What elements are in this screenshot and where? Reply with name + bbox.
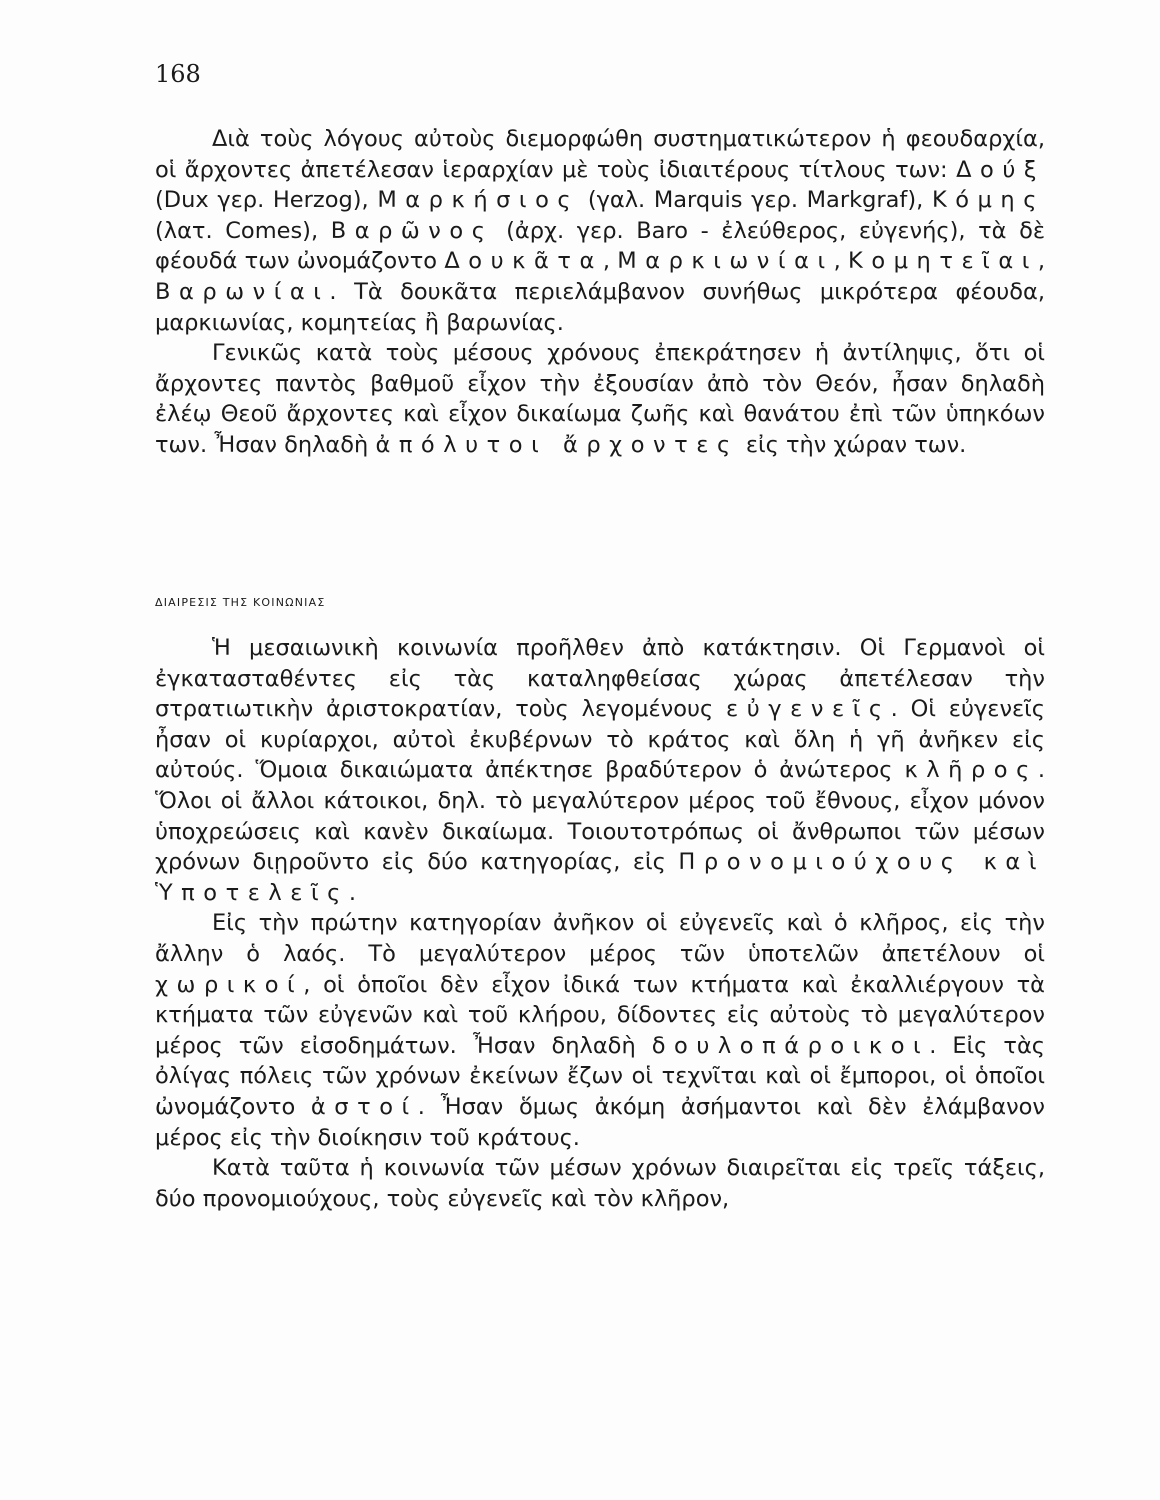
emphasized-term: ἀστοί [310,1093,418,1120]
text-segment: . [348,879,357,906]
emphasized-term: Κόμης [931,187,1045,214]
page-number: 168 [155,60,201,88]
paragraph [155,633,1045,908]
text-block-bottom [155,633,1045,1214]
paragraph [155,124,1045,338]
text-segment: . Ὅλοι οἱ ἄλλοι κάτοικοι, δηλ. τὸ μεγαλύτερον μέρος τοῦ ἔθνους, εἶχον μόνον ὑποχρεώσεις καὶ κανὲν δικαίωμα. Τοιουτοτρόπως οἱ ἄνθρωποι τῶν μέσων χρόνων διῃροῦντο εἰς δύο κατηγορίας, εἰς [155,757,1045,876]
text-segment: . Εἰς τὰς ὀλίγας πόλεις τῶν χρόνων ἐκείνων ἔζων οἱ τεχνῖται καὶ οἱ ἔμποροι, οἱ ὁποῖοι ὠνομάζοντο [155,1032,1045,1120]
text-segment: Κατὰ ταῦτα ἡ κοινωνία τῶν μέσων χρόνων διαιρεῖται εἰς τρεῖς τάξεις, δύο προνομιούχους, τοὺς εὐγενεῖς καὶ τὸν κλῆρον, [155,1155,1045,1212]
text-segment: Εἰς τὴν πρώτην κατηγορίαν ἀνῆκον οἱ εὐγενεῖς καὶ ὁ κλῆρος, εἰς τὴν ἄλλην ὁ λαός. Τὸ μεγαλύτερον μέρος τῶν ὑποτελῶν ἀπετέλουν οἱ [155,910,1045,967]
emphasized-term: Βαρῶνος [330,217,494,244]
emphasized-term: Δουκᾶτα [444,248,603,275]
paragraph [155,908,1045,1153]
text-segment: Γενικῶς κατὰ τοὺς μέσους χρόνους ἐπεκράτησεν ἡ ἀντίληψις, ὅτι οἱ ἄρχοντες παντὸς βαθμοῦ εἶχον τὴν ἐξουσίαν ἀπὸ τὸν Θεόν, ἦσαν δηλαδὴ ἐλέῳ Θεοῦ ἄρχοντες καὶ εἶχον δικαίωμα ζωῆς καὶ θανάτου ἐπὶ τῶν ὑπηκόων των. Ἦσαν δηλαδὴ [155,340,1045,458]
text-segment: . Τὰ δουκᾶτα περιελάμβανον συνήθως μικρότερα φέουδα, μαρκιωνίας, κομητείας ἢ βαρωνίας. [155,278,1045,336]
text-segment: (λατ. Comes), [155,217,331,244]
emphasized-term: κλῆρος [904,757,1038,784]
emphasized-term: Κομητεῖαι [848,248,1038,275]
text-segment: , [602,248,618,275]
text-segment: , [1037,248,1046,275]
text-segment: (γαλ. Marquis γερ. Markgraf), [579,187,932,214]
paragraph [155,1153,1045,1214]
emphasized-term: Προνομιούχους καὶ Ὑποτελεῖς [155,849,1045,906]
text-segment: εἰς τὴν χώραν των. [738,431,967,458]
emphasized-term: Βαρωνίαι [155,278,330,305]
paragraph [155,338,1045,460]
text-segment: , οἱ ὁποῖοι δὲν εἶχον ἰδικά των κτήματα καὶ ἐκαλλιέργουν τὰ κτήματα τῶν εὐγενῶν καὶ τοῦ κλήρου, δίδοντες εἰς αὐτοὺς τὸ μεγαλύτερον μέρος τῶν εἰσοδημάτων. Ἦσαν δηλαδὴ [155,971,1045,1059]
text-segment: (Dux γερ. Herzog), [155,187,378,214]
emphasized-term: Μαρκήσιος [377,187,580,214]
text-segment: . Ἦσαν ὅμως ἀκόμη ἀσήμαντοι καὶ δὲν ἐλάμβανον μέρος εἰς τὴν διοίκησιν τοῦ κράτους. [155,1093,1045,1151]
text-segment: Ἡ μεσαιωνικὴ κοινωνία προῆλθεν ἀπὸ κατάκτησιν. Οἱ Γερμανοὶ οἱ ἐγκατασταθέντες εἰς τὰς καταληφθείσας χώρας ἀπετέλεσαν τὴν στρατιωτικὴν ἀριστοκρατίαν, τοὺς λεγομένους [155,635,1045,723]
text-segment: (ἀρχ. γερ. Baro - ἐλεύθερος, εὐγενής), τὰ δὲ φέουδά των ὠνομάζοντο [155,217,1046,275]
text-segment: Διὰ τοὺς λόγους αὐτοὺς διεμορφώθη συστηματικώτερον ἡ φεουδαρχία, οἱ ἄρχοντες ἀπετέλεσαν ἱεραρχίαν μὲ τοὺς ἰδιαιτέρους τίτλους των: [155,126,1045,183]
text-block-top [155,124,1045,461]
section-heading: ΔΙΑΙΡΕΣΙΣ ΤΗΣ ΚΟΙΝΩΝΙΑΣ [155,596,326,609]
emphasized-term: χωρικοί [155,971,304,998]
emphasized-term: Δούξ [956,156,1045,183]
emphasized-term: ἀπόλυτοι ἄρχοντες [375,431,739,458]
emphasized-term: δουλοπάροικοι [651,1032,930,1059]
text-segment: . Οἱ εὐγενεῖς ἦσαν οἱ κυρίαρχοι, αὐτοὶ ἐκυβέρνων τὸ κράτος καὶ ὅλη ἡ γῆ ἀνῆκεν εἰς αὐτούς. Ὅμοια δικαιώματα ἀπέκτησε βραδύτερον ὁ ἀνώτερος [155,696,1045,784]
emphasized-term: εὐγενεῖς [726,696,891,723]
text-segment: , [833,248,849,275]
emphasized-term: Μαρκιωνίαι [617,248,834,275]
